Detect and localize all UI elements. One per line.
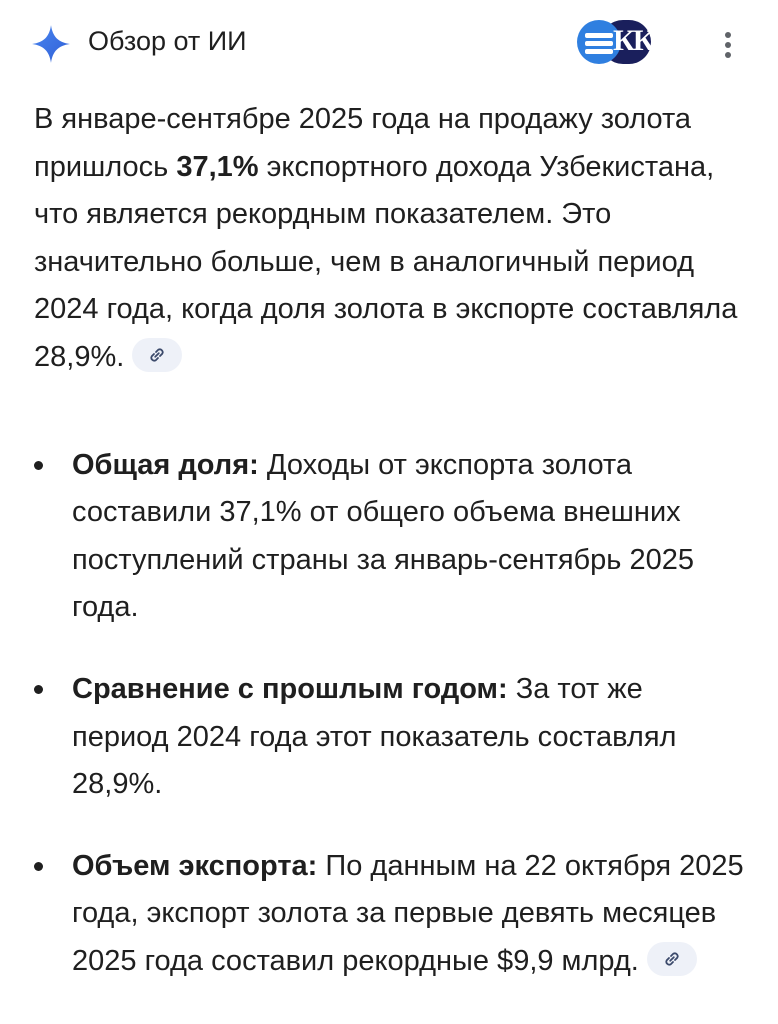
bullet-heading: Объем экспорта: <box>72 849 318 882</box>
source-link-button[interactable] <box>647 942 697 976</box>
bullet-text: По данным на 22 октября 2025 года, экспорт золота за первые девять месяцев 2025 года составил рекордные $9,9 млрд. <box>72 849 744 977</box>
bullet-heading: Сравнение с прошлым годом: <box>72 672 508 705</box>
bullet-text: За тот же период 2024 года этот показатель составлял 28,9%. <box>72 672 677 801</box>
bullet-text: Доходы от экспорта золота составили 37,1% от общего объема внешних поступлений страны за январь-сентябрь 2025 года. <box>72 448 694 624</box>
bullet-heading: Общая доля: <box>72 448 259 481</box>
facts-list <box>34 442 746 986</box>
list-item <box>34 442 746 632</box>
list-item <box>34 843 746 986</box>
logo-text: КК <box>613 24 653 57</box>
source-link-button[interactable] <box>132 338 182 372</box>
channel-logo[interactable] <box>577 20 675 64</box>
intro-text-1: В январе-сентябре 2025 года на продажу золота пришлось <box>34 103 692 183</box>
ai-overview-content <box>34 96 746 986</box>
link-icon <box>147 345 167 365</box>
bullet-dot <box>34 461 43 470</box>
bullet-dot <box>34 862 43 871</box>
gemini-spark-icon <box>30 23 72 65</box>
intro-text-2: экспортного дохода Узбекистана, что является рекордным показателем. Это значительно больше, чем в аналогичный период 2024 года, когда доля золота в экспорте составляла 28,9%. <box>34 150 738 373</box>
ai-overview-header <box>0 0 778 90</box>
link-icon <box>662 949 682 969</box>
more-options-icon[interactable] <box>714 28 744 62</box>
bullet-dot <box>34 685 43 694</box>
list-item <box>34 666 746 809</box>
intro-highlight: 37,1% <box>176 150 259 183</box>
ai-overview-title: Обзор от ИИ <box>88 26 247 56</box>
intro-paragraph <box>34 96 746 382</box>
